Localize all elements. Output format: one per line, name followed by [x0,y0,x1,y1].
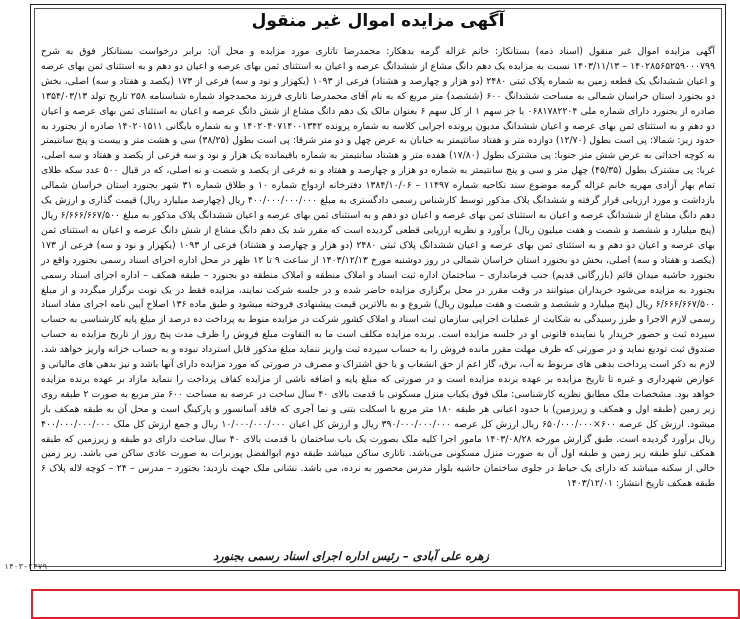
next-notice-frame [31,589,740,619]
reference-code: ۱۴۰۳-۲۳۷۹ [4,562,48,571]
notice-inner-border [34,8,722,567]
notice-title: آگهی مزایده اموال غیر منقول [251,11,505,31]
notice-body: آگهی مزایده اموال غیر منقول (اسناد ذمه) بستانکار: خانم غزاله گرمه بدهکار: محمدرضا تاتاری مورد مزایده و محل آن: برابر درخواست بستانکار فوق به شرح ۱۴۰۲۸۵۶۵۲۵۹۰۰۰۷۹۹ – ۱۴۰۳/۱۱/۱۳ نسبت به مزایده یک دهم دانگ مشاع از ششدانگ عرصه و اعیان به استثنای ثمن بهای عرصه و اعیان دو دهم و به استثنای ثمن بهای عرصه و اعیان ششدانگ یک قطعه زمین به شماره پلاک ثبتی ۲۴۸۰ (دو هزار و چهارصد و هشتاد) فرعی از ۱۰۹۳ (یکهزار و نود و سه) فرعی از ۱۷۳ (یکصد و هفتاد و سه) اصلی، بخش دو بجنورد استان خراسان شمالی به مساحت ششدانگ ۶۰۰ (ششصد) متر مربع که به نام آقای محمدرضا تاتاری فرزند محمدجواد شماره شناسنامه ۲۵۸ تاریخ تولد ۱۳۵۴/۰۳/۱۳ صادره از بجنورد دارای شماره ملی ۰۶۸۱۷۸۲۲۰۴ با جز سهم ۱ از کل سهم ۶ بعنوان مالک یک دهم دانگ مشاع از شش دانگ عرصه و اعیان به استثنای ثمن بهای عرصه و اعیان دو دهم و به استثنای ثمن بهای عرصه و اعیان ششدانگ مدیون پرونده اجرایی کلاسه به شماره پرونده ۱۴۰۲۰۴۰۷۱۴۰۰۱۳۴۲ و به شماره بایگانی ۱۴۰۲۰۱۵۱۱ صادره از بجنورد به حدود زیر: شمالا: پی است بطول (۱۲/۷۰) دوازده متر و هفتاد سانتیمتر به خیابان به عرض چهل و دو متر شرقا: پی است بطول (۳۸/۲۵) سی و هشت متر و بیست و پنج سانتیمتر به کوچه احداثی به عرض شش متر جنوبا: پی مشترک بطول (۱۷/۸۰) هفده متر و هشتاد سانتیمتر به شماره باقیمانده یک هزار و نود و سه فرعی از یکصد و هفتاد و سه اصلی، غربا: پی مشترک بطول (۴۵/۳۵) چهل متر و سی و پنج سانتیمتر به شماره دو هزار و چهارصد و هفتاد و نه فرعی از یکصد و شصت و نه اصلی، که در قبال ۵۰۰ عدد سکه طلای تمام بهار آزادی مهریه خانم غزاله گرمه موضوع سند نکاحیه شماره ۱۱۴۹۷ – ۱۳۸۴/۱۰/۰۶ دفترخانه ازدواج شماره ۱۰ و طلاق شماره ۳۱ شهر بجنورد استان خراسان شمالی بازداشت و مورد ارزیابی قرار گرفته و ششدانگ پلاک مذکور توسط کارشناس رسمی دادگستری به مبلغ ۴۰۰/۰۰۰/۰۰۰/۰۰۰ ریال (چهارصد میلیارد ریال) قیمت گذاری و ارزش یک دهم دانگ مشاع از ششدانگ عرصه و اعیان به استثنای ثمن بهای عرصه و اعیان دو دهم و به استثنای ثمن بهای عرصه و اعیان ششدانگ پلاک مذکور به مبلغ ۶/۶۶۶/۶۶۷/۵۰۰ ریال (پنج میلیارد و ششصد و شصت و هفت میلیون ریال) برآورد و نظریه ارزیابی قطعی گردیده است که مقرر شد یک دهم دانگ مشاع از شش دانگ عرصه و اعیان به استثنای ثمن بهای عرصه و اعیان دو دهم و به استثنای ثمن بهای عرصه و اعیان ششدانگ پلاک ثبتی ۲۴۸۰ (دو هزار و چهارصد و هشتاد) فرعی از ۱۰۹۳ (یکهزار و نود و سه) فرعی از ۱۷۳ (یکصد و هفتاد و سه) اصلی، بخش دو بجنورد استان خراسان شمالی در روز دوشنبه مورخ ۱۴۰۳/۱۲/۱۳ از ساعت ۹ تا ۱۲ ظهر در محل اداره اجرای اسناد رسمی بجنورد واقع در بجنورد حاشیه میدان قائم (بازرگانی قدیم) جنب فرمانداری – ساختمان اداره ثبت اسناد و املاک منطقه و املاک منطقه دو بجنورد – طبقه همکف – اداره اجرای اسناد رسمی بجنورد به مزایده می‌شود خریداران میتوانند در وقت مقرر در محل برگزاری مزایده حاضر شده و در جلسه شرکت نمایند، مزایده فقط در یک نوبت برگزار میگردد و از مبلغ ۶/۶۶۶/۶۶۷/۵۰۰ ریال (پنج میلیارد و ششصد و شصت و هفت میلیون ریال) شروع و به بالاترین قیمت پیشنهادی فروخته میشود و طبق ماده ۱۳۶ اصلاح آیین نامه اجرای مفاد اسناد رسمی لازم الاجرا و طرز رسیدگی به شکایت از عملیات اجرایی سازمان ثبت اسناد و املاک کشور شرکت در مزایده منوط به پرداخت ده درصد از مبلغ پایه کارشناسی به حساب سپرده ثبت و حضور خریدار یا نماینده قانونی او در جلسه مزایده است. برنده مزایده مکلف است ما به التفاوت مبلغ فروش را ظرف مدت پنج روز از تاریخ مزایده به حساب صندوق ثبت تودیع نماید و در صورتی که ظرف مهلت مقرر مانده فروش را به حساب سپرده ثبت واریز ننماید مبلغ مذکور قابل استرداد نبوده و به حساب خزانه واریز خواهد شد. لازم به ذکر است پرداخت بدهی های مربوط به آب، برق، گاز اعم از حق انشعاب و یا حق اشتراک و مصرف در صورتی که مورد مزایده دارای آنها باشد و نیز بدهی های مالیاتی و عوارض شهرداری و غیره تا تاریخ مزایده بر عهده برنده مزایده است و در صورتی که مبلغ پایه و اضافه ناشی از مزایده کفاف پرداخت را ننماید مازاد بر عهده برنده مزایده خواهد بود. مشخصات ملک مطابق نظریه کارشناسی: ملک فوق یکباب منزل مسکونی با قدمت بالای ۴۰ سال ساخت در عرصه به مساحت ۶۰۰ متر مربع به صورت ۲ طبقه روی زیر زمین (طبقه اول و همکف و زیرزمین) با حدود اعیانی هر طبقه ۱۸۰ متر مربع با اسکلت بتنی و نما آجری که فاقد آسانسور و پارکینگ است و محل آن به طبقه همکف باز میشود. ارزش کل عرصه ۶۰۰×۶۵۰/۰۰۰/۰۰۰ ریال ارزش کل عرصه ۳۹۰/۰۰۰/۰۰۰/۰۰۰ ریال و ارزش کل اعیان ۱۰/۰۰۰/۰۰۰/۰۰۰ ریال و جمع ارزش کل ملک ۴۰۰/۰۰۰/۰۰۰/۰۰۰ ریال برآورد گردیده است. طبق گزارش مورخه ۱۴۰۳/۰۸/۲۸ مامور اجرا کلیه ملک بصورت یک باب ساختمان با قدمت بالای ۴۰ سال ساخت دارای دو طبقه و زیرزمین که طبقه همکف تبلو طبقه زیر زمین و طبقه اول آن به صورت منزل مسکونی می‌باشد. تاتاری ساکن میباشد طبقه دوم ابوالفضل پوربرات به صورت عادی ساکن می باشد. زیر زمین خالی از سکنه میباشد که دارای یک حیاط در جلوی ساختمان حاشیه بلوار مدرس محصور به نرده، می باشد. نشانی ملک جهت بازدید: بجنورد – مدرس – ۲۴ – کوچه لاله پلاک ۶ طبقه همکف تاریخ انتشار: ۱۴۰۳/۱۲/۰۱ [41,46,716,490]
auction-notice [30,4,726,571]
notice-signature: زهره علی آبادی – رئیس اداره اجرای اسناد رسمی بجنورد [213,549,489,563]
